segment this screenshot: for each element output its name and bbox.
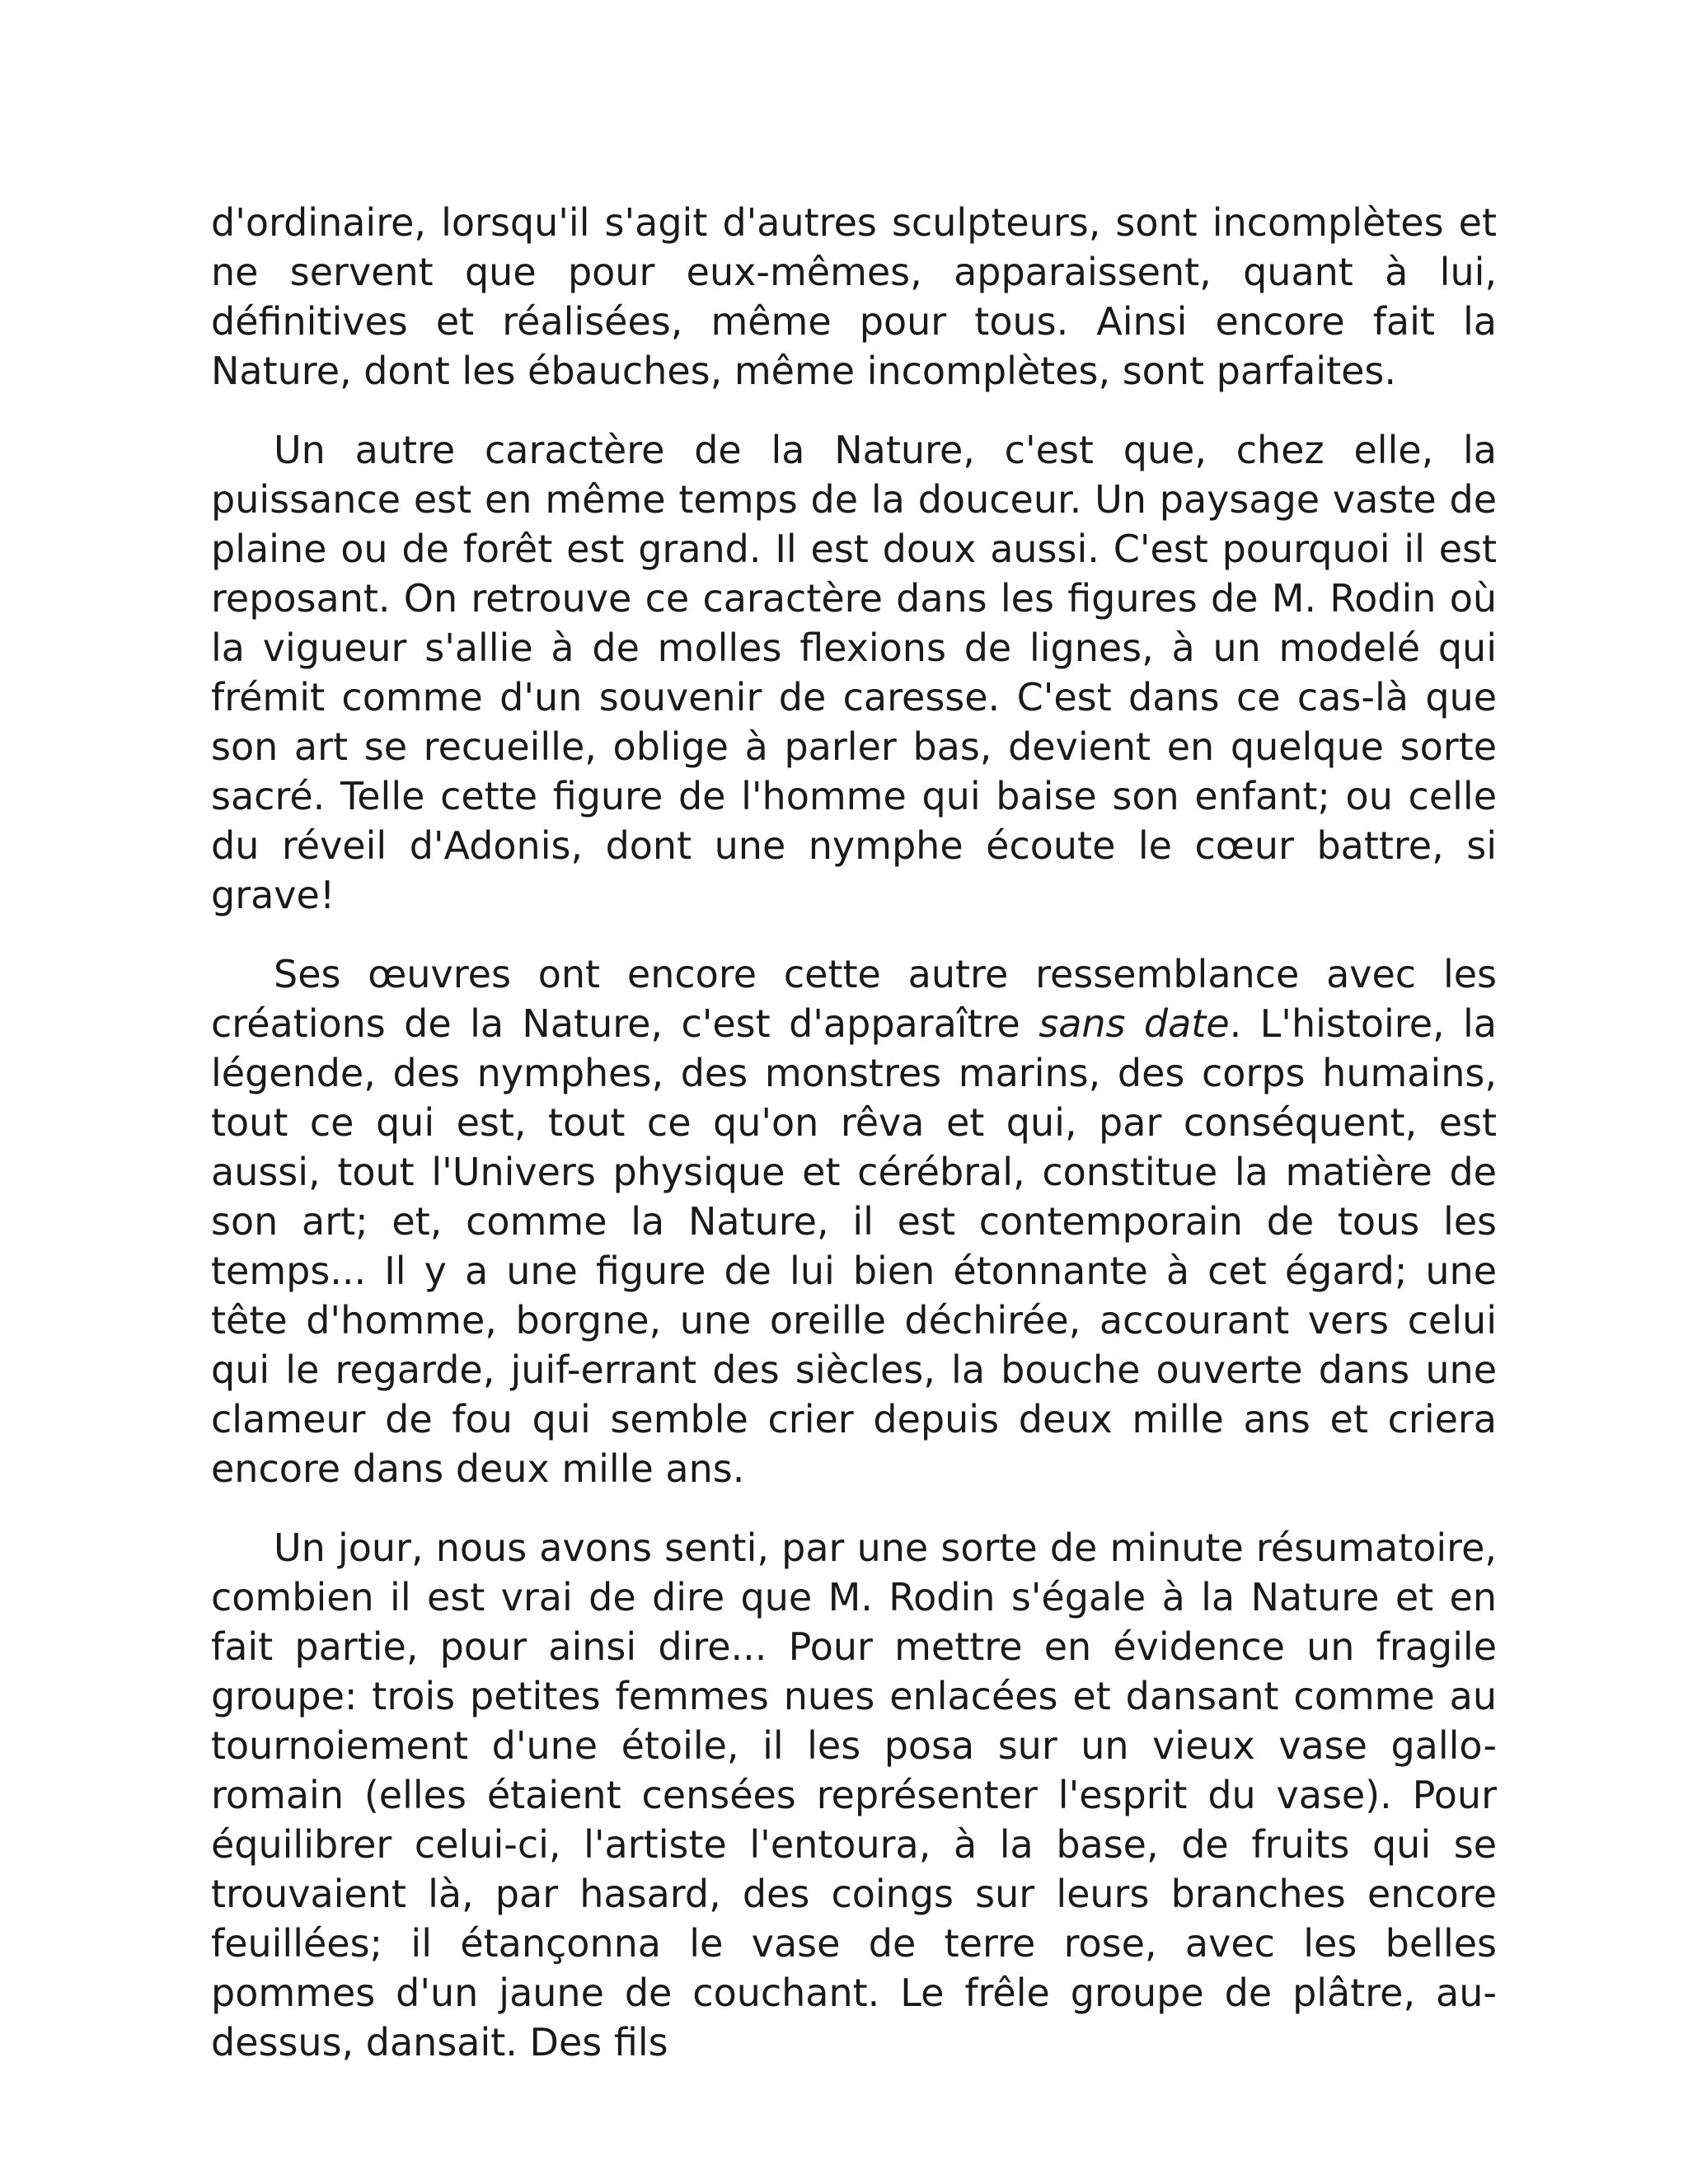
paragraph-1 xyxy=(211,198,1497,396)
paragraph-text: Un autre caractère de la Nature, c'est que, chez elle, la puissance est en même temps de la douceur. Un paysage vaste de plaine ou de forêt est grand. Il est doux aussi. C'est pourquoi il est reposant. On retrouve ce caractère dans les figures de M. Rodin où la vigueur s'allie à de molles flexions de lignes, à un modelé qui frémit comme d'un souvenir de caresse. C'est dans ce cas-là que son art se recueille, oblige à parler bas, devient en quelque sorte sacré. Telle cette figure de l'homme qui baise son enfant; ou celle du réveil d'Adonis, dont une nymphe écoute le cœur battre, si grave! xyxy=(211,428,1497,917)
paragraph-2 xyxy=(211,425,1497,920)
document-page xyxy=(211,198,1497,2097)
paragraph-text: Un jour, nous avons senti, par une sorte de minute résumatoire, combien il est vrai de dire que M. Rodin s'égale à la Nature et en fait partie, pour ainsi dire... Pour mettre en évidence un fragile groupe: trois petites femmes nues enlacées et dansant comme au tournoiement d'une étoile, il les posa sur un vieux vase gallo-romain (elles étaient censées représenter l'esprit du vase). Pour équilibrer celui-ci, l'artiste l'entoura, à la base, de fruits qui se trouvaient là, par hasard, des coings sur leurs branches encore feuillées; il étançonna le vase de terre rose, avec les belles pommes d'un jaune de couchant. Le frêle groupe de plâtre, au-dessus, dansait. Des fils xyxy=(211,1526,1497,2064)
paragraph-3 xyxy=(211,949,1497,1493)
paragraph-text: . L'histoire, la légende, des nymphes, des monstres marins, des corps humains, tout ce qui est, tout ce qu'on rêva et qui, par conséquent, est aussi, tout l'Univers physique et cérébral, constitue la matière de son art; et, comme la Nature, il est contemporain de tous les temps... Il y a une figure de lui bien étonnante à cet égard; une tête d'homme, borgne, une oreille déchirée, accourant vers celui qui le regarde, juif-errant des siècles, la bouche ouverte dans une clameur de fou qui semble crier depuis deux mille ans et criera encore dans deux mille ans. xyxy=(211,1001,1497,1491)
italic-phrase: sans date xyxy=(1039,1001,1230,1046)
paragraph-text: Ses œuvres ont encore cette autre ressemblance avec les créations de la Nature, c'est d'apparaître xyxy=(211,952,1497,1046)
paragraph-text: d'ordinaire, lorsqu'il s'agit d'autres sculpteurs, sont incomplètes et ne servent que pour eux-mêmes, apparaissent, quant à lui, définitives et réalisées, même pour tous. Ainsi encore fait la Nature, dont les ébauches, même incomplètes, sont parfaites. xyxy=(211,200,1497,393)
paragraph-4 xyxy=(211,1523,1497,2067)
